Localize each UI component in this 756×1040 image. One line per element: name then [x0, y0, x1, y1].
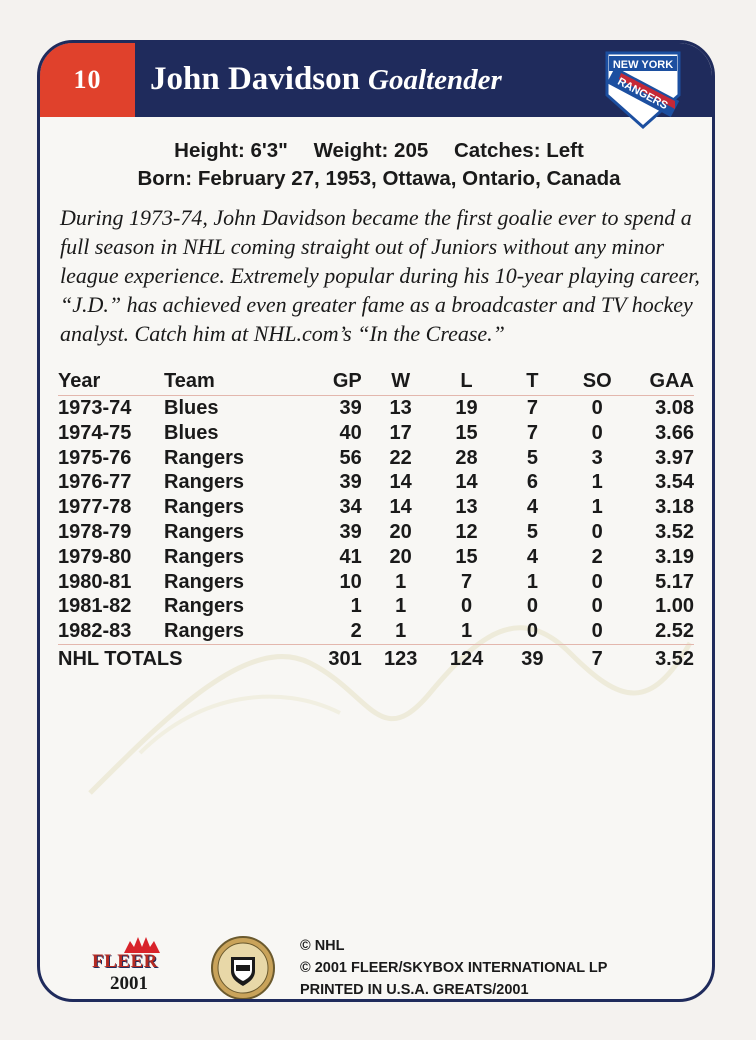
cell-gp: 34: [339, 496, 362, 519]
cell-team: Rangers: [164, 620, 245, 643]
header-gp: GP: [298, 367, 368, 396]
cell-t: 5: [526, 446, 538, 469]
stats-row: [58, 570, 694, 595]
cell-team: Blues: [164, 397, 219, 419]
cell-gaa: 3.54: [655, 471, 694, 494]
cell-gaa: 3.66: [655, 421, 694, 444]
cell-year: 1975-76: [58, 446, 132, 469]
cell-so: 0: [591, 595, 603, 618]
cell-team: Rangers: [164, 446, 245, 469]
logo-top-text: NEW YORK: [612, 59, 674, 71]
cell-gaa: 3.19: [655, 545, 694, 568]
cell-gaa: 2.52: [655, 620, 694, 643]
cell-gaa: 5.17: [655, 570, 694, 593]
header-gaa: GAA: [629, 367, 694, 396]
cell-w: 1: [395, 570, 407, 593]
fleer-logo: [92, 935, 192, 997]
stats-row: [58, 545, 694, 570]
cell-gp: 41: [339, 545, 362, 568]
logo-main-text: RANGERS: [615, 75, 670, 113]
legal-text: [300, 935, 607, 1001]
rangers-logo-icon: [603, 49, 683, 129]
cell-year: 1981-82: [58, 595, 132, 618]
cell-so: 2: [591, 545, 603, 568]
cell-year: 1978-79: [58, 520, 132, 543]
cell-year: 1973-74: [58, 397, 132, 419]
cell-w: 20: [389, 545, 412, 568]
career-stats-table: [58, 367, 694, 673]
totals-label: NHL TOTALS: [58, 644, 298, 673]
stats-row: [58, 470, 694, 495]
catches-value: Catches: Left: [453, 139, 584, 162]
cell-t: 6: [526, 471, 538, 494]
cell-t: 1: [526, 570, 538, 593]
cell-team: Rangers: [164, 570, 245, 593]
legal-line-3: PRINTED IN U.S.A. GREATS/2001: [300, 982, 529, 998]
card-number: 10: [40, 43, 135, 117]
cell-gaa: 3.08: [655, 397, 694, 419]
cell-l: 0: [460, 595, 473, 618]
cell-so: 0: [591, 570, 603, 593]
totals-so: 7: [565, 644, 629, 673]
cell-year: 1977-78: [58, 496, 132, 519]
player-name: John Davidson: [150, 61, 361, 97]
cell-so: 0: [591, 421, 603, 444]
cell-gaa: 1.00: [655, 595, 694, 618]
cell-l: 28: [455, 446, 478, 469]
cell-l: 15: [455, 421, 478, 444]
cell-gp: 2: [350, 620, 362, 643]
cell-team: Rangers: [164, 496, 245, 519]
cell-w: 1: [395, 620, 407, 643]
cell-t: 5: [526, 520, 538, 543]
stats-row: [58, 446, 694, 471]
player-bio: During 1973-74, John Davidson became the first goalie ever to spend a full season in NHL coming straight out of Juniors without any minor league experience. Extremely popular during his 10-year playing career, “J.D.” has achieved even greater fame as a broadcaster and TV hockey analyst. Catch him at NHL.com’s “In the Crease.”: [60, 205, 700, 346]
cell-t: 0: [526, 620, 538, 643]
stats-row: [58, 421, 694, 446]
cell-w: 14: [389, 471, 412, 494]
player-title: [150, 61, 502, 98]
cell-t: 4: [526, 496, 538, 519]
cell-year: 1974-75: [58, 421, 132, 444]
header-l: L: [434, 367, 500, 396]
fleer-year: 2001: [110, 973, 148, 994]
header-t: T: [499, 367, 565, 396]
totals-w: 123: [368, 644, 434, 673]
cell-gp: 10: [339, 570, 362, 593]
born-value: Born: February 27, 1953, Ottawa, Ontario, Canada: [137, 167, 621, 190]
totals-t: 39: [499, 644, 565, 673]
totals-l: 124: [434, 644, 500, 673]
height-value: Height: 6'3": [174, 139, 288, 162]
cell-w: 17: [389, 421, 412, 444]
cell-so: 3: [591, 446, 603, 469]
cell-gp: 56: [339, 446, 362, 469]
cell-so: 0: [591, 397, 603, 419]
cell-l: 12: [455, 520, 478, 543]
stats-row: [58, 520, 694, 545]
stats-row: [58, 396, 694, 421]
cell-gaa: 3.18: [655, 496, 694, 519]
header-team: Team: [164, 367, 298, 396]
cell-gaa: 3.52: [655, 520, 694, 543]
cell-w: 14: [389, 496, 412, 519]
fleer-wordmark: FLEER: [92, 951, 158, 972]
legal-line-2: © 2001 FLEER/SKYBOX INTERNATIONAL LP: [300, 960, 608, 976]
stats-totals-row: [58, 644, 694, 673]
cell-t: 7: [526, 421, 538, 444]
cell-team: Blues: [164, 421, 219, 444]
stats-row: [58, 619, 694, 644]
cell-year: 1976-77: [58, 471, 132, 494]
cell-gp: 39: [339, 520, 362, 543]
cell-team: Rangers: [164, 545, 245, 568]
cell-l: 1: [460, 620, 473, 643]
player-position: Goaltender: [368, 64, 502, 96]
cell-year: 1980-81: [58, 570, 132, 593]
trading-card-back: [37, 40, 715, 1002]
cell-w: 22: [389, 446, 412, 469]
cell-t: 7: [526, 397, 538, 419]
header-year: Year: [58, 367, 164, 396]
cell-so: 0: [591, 520, 603, 543]
cell-l: 19: [455, 397, 478, 419]
cell-gp: 39: [339, 397, 362, 419]
cell-l: 7: [460, 570, 473, 593]
cell-so: 0: [591, 620, 603, 643]
player-vitals: [40, 137, 715, 193]
header-w: W: [368, 367, 434, 396]
cell-l: 15: [455, 545, 478, 568]
cell-w: 13: [389, 397, 412, 419]
cell-w: 1: [395, 595, 407, 618]
cell-so: 1: [591, 471, 603, 494]
cell-so: 1: [591, 496, 603, 519]
cell-t: 0: [526, 595, 538, 618]
cell-team: Rangers: [164, 595, 245, 618]
cell-team: Rangers: [164, 471, 245, 494]
cell-l: 13: [455, 496, 478, 519]
stats-row: [58, 594, 694, 619]
cell-t: 4: [526, 545, 538, 568]
legal-line-1: © NHL: [300, 938, 345, 954]
cell-gp: 1: [350, 595, 362, 618]
cell-l: 14: [455, 471, 478, 494]
cell-year: 1982-83: [58, 620, 132, 643]
stats-row: [58, 495, 694, 520]
cell-team: Rangers: [164, 520, 245, 543]
card-footer: [40, 923, 712, 1002]
nhl-shield-icon: [210, 935, 276, 1001]
cell-gp: 40: [339, 421, 362, 444]
cell-gp: 39: [339, 471, 362, 494]
cell-w: 20: [389, 520, 412, 543]
cell-gaa: 3.97: [655, 446, 694, 469]
stats-header-row: [58, 367, 694, 396]
cell-year: 1979-80: [58, 545, 132, 568]
totals-gp: 301: [298, 644, 368, 673]
totals-gaa: 3.52: [629, 644, 694, 673]
header-so: SO: [565, 367, 629, 396]
weight-value: Weight: 205: [313, 139, 429, 162]
